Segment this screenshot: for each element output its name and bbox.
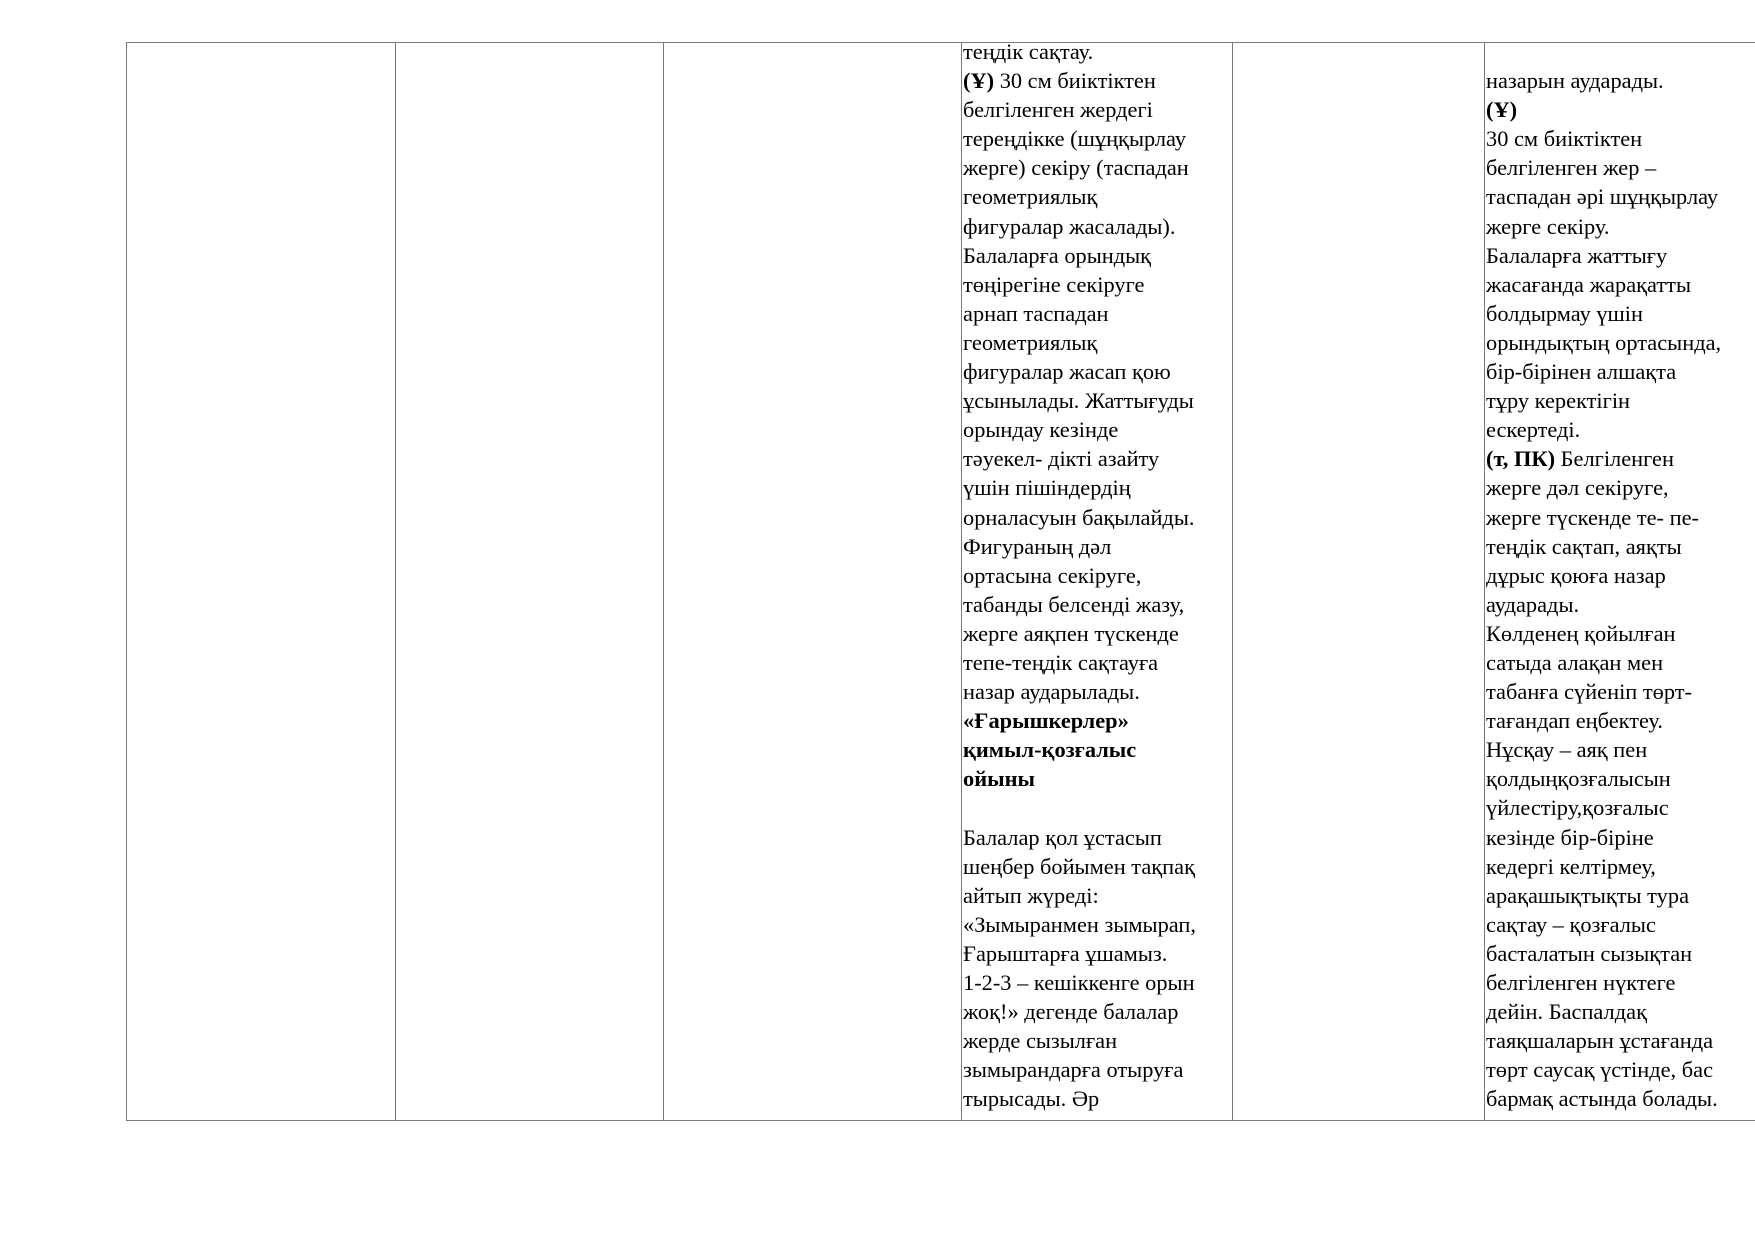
- column-divider-3: [961, 39, 1196, 1120]
- text-line: [963, 706, 1227, 735]
- plain-text: зымырандарға отыруға: [963, 1057, 1184, 1083]
- plain-text: ортасына секіруге,: [963, 562, 1142, 588]
- text-line: [1486, 648, 1755, 677]
- text-word: қозғалыс: [1582, 795, 1669, 821]
- text-line: [963, 823, 1227, 852]
- plain-text: жерге дәл секіруге,: [1486, 475, 1669, 501]
- text-line: [963, 1055, 1227, 1084]
- bold-text: «Ғарышкерлер»: [963, 708, 1129, 734]
- text-line: [1486, 881, 1755, 910]
- plain-text: белгіленген жер –: [1486, 155, 1657, 181]
- plain-text: Ғарыштарға ұшамыз.: [963, 940, 1168, 966]
- text-line: [963, 415, 1227, 444]
- plain-text: Фигураның дәл: [963, 533, 1112, 559]
- plain-text: назар аударылады.: [963, 679, 1140, 705]
- text-line: [963, 532, 1227, 561]
- plain-text: геометриялық: [963, 329, 1098, 355]
- plain-text: «Зымыранмен зымырап,: [963, 911, 1196, 937]
- text-line: [1486, 910, 1755, 939]
- text-line: [963, 182, 1227, 211]
- blank-line: [963, 793, 1227, 822]
- plain-text: ұсынылады. Жаттығуды: [963, 388, 1194, 414]
- plain-text: жерге секіру.: [1486, 213, 1610, 239]
- plain-text: жерде сызылған: [963, 1028, 1118, 1054]
- text-line: [963, 561, 1227, 590]
- plain-text: тағандап еңбектеу.: [1486, 708, 1663, 734]
- text-line: [963, 299, 1227, 328]
- text-line: [1486, 95, 1755, 124]
- plain-text: арақашықтықты тура: [1486, 882, 1690, 908]
- plain-text: тәуекел- дікті азайту: [963, 446, 1160, 472]
- text-line: [1486, 241, 1755, 270]
- plain-text: аударады.: [1486, 591, 1580, 617]
- text-line: [963, 444, 1227, 473]
- bold-text: ойыны: [963, 766, 1035, 792]
- text-word: үйлестіру,: [1486, 795, 1583, 821]
- text-line: [963, 328, 1227, 357]
- text-line: [963, 648, 1227, 677]
- text-line: [963, 590, 1227, 619]
- text-line: [1486, 328, 1755, 357]
- text-line: [1486, 968, 1755, 997]
- text-line: [1486, 503, 1755, 532]
- text-word: қолдың: [1486, 766, 1558, 792]
- plain-text: тереңдікке (шұңқырлау: [963, 126, 1187, 152]
- plain-text: Балалар қол ұстасып: [963, 824, 1162, 850]
- text-line: [1486, 124, 1755, 153]
- text-line: [963, 473, 1227, 502]
- plain-text: төңірегіне секіруге: [963, 271, 1145, 297]
- text-line: [1486, 619, 1755, 648]
- plain-text: шеңбер бойымен тақпақ: [963, 853, 1195, 879]
- text-line: [1486, 182, 1755, 211]
- text-line: [1486, 590, 1755, 619]
- bold-text: (Ұ): [1486, 97, 1518, 123]
- text-line: [1486, 444, 1755, 473]
- plain-text: арнап таспадан: [963, 300, 1109, 326]
- plain-text: жерге аяқпен түскенде: [963, 620, 1179, 646]
- text-line: [1486, 764, 1755, 793]
- text-line: [1486, 561, 1755, 590]
- text-line: [963, 241, 1227, 270]
- plain-text: теңдік сақтау.: [963, 39, 1094, 64]
- plain-text: жерге) секіру (таспадан: [963, 155, 1189, 181]
- text-line: [963, 881, 1227, 910]
- text-line: [1486, 386, 1755, 415]
- text-line: [963, 1026, 1227, 1055]
- text-line: [1486, 357, 1755, 386]
- text-word: қозғалысын: [1557, 766, 1671, 792]
- text-line: [1486, 997, 1755, 1026]
- text-line: [1486, 706, 1755, 735]
- text-line: [1486, 299, 1755, 328]
- plain-text: үшін пішіндердің: [963, 475, 1131, 501]
- plain-text: 30 см биіктіктен: [1486, 126, 1643, 152]
- column-6-text: [1486, 37, 1755, 1113]
- column-divider-4: [1232, 43, 1233, 1120]
- plain-text: фигуралар жасап қою: [963, 359, 1171, 385]
- text-line: [1486, 1084, 1755, 1113]
- plain-text: теңдік сақтап, аяқты: [1486, 533, 1682, 559]
- plain-text: 30 см биіктіктен: [994, 68, 1156, 94]
- plain-text: тырысады. Әр: [963, 1086, 1100, 1112]
- plain-text: орындау кезінде: [963, 417, 1119, 443]
- text-line: [1486, 939, 1755, 968]
- text-line: [963, 939, 1227, 968]
- plain-text: басталатын сызықтан: [1486, 940, 1693, 966]
- text-line: [1486, 270, 1755, 299]
- text-line: [963, 357, 1227, 386]
- plain-text: жоқ!» дегенде балалар: [963, 999, 1179, 1025]
- column-4-text: [963, 37, 1227, 1113]
- plain-text: назарын аударады.: [1486, 68, 1664, 94]
- text-line: [963, 153, 1227, 182]
- text-line: [963, 37, 1227, 66]
- plain-text: жасағанда жарақатты: [1486, 271, 1691, 297]
- plain-text: табанға сүйеніп төрт-: [1486, 679, 1692, 705]
- plain-text: 1-2-3 – кешіккенге орын: [963, 970, 1195, 995]
- text-line: [963, 212, 1227, 241]
- column-divider-2: [663, 43, 664, 1120]
- plain-text: дұрыс қоюға назар: [1486, 562, 1666, 588]
- text-line: [963, 735, 1227, 764]
- plain-text: таяқшаларын ұстағанда: [1486, 1028, 1714, 1054]
- plain-text: тепе-теңдік сақтауға: [963, 649, 1159, 675]
- plain-text: бір-бірінен алшақта: [1486, 359, 1677, 385]
- text-line: [963, 968, 1227, 997]
- plain-text: Көлденең қойылған: [1486, 620, 1676, 646]
- plain-text: айтып жүреді:: [963, 882, 1099, 908]
- text-line: [1486, 153, 1755, 182]
- plain-text: Нұсқау – аяқ пен: [1486, 737, 1648, 763]
- plain-text: таспадан әрі шұңқырлау: [1486, 184, 1719, 210]
- plain-text: сатыда алақан мен: [1486, 649, 1664, 675]
- text-line: [963, 764, 1227, 793]
- plain-text: дейін. Баспалдақ: [1486, 999, 1647, 1025]
- plain-text: жерге түскенде те- пе-: [1486, 504, 1699, 530]
- text-line: [963, 95, 1227, 124]
- text-line: [1486, 793, 1755, 822]
- plain-text: бармақ астында болады.: [1486, 1086, 1718, 1112]
- text-line: [963, 386, 1227, 415]
- plain-text: орындықтың ортасында,: [1486, 329, 1722, 355]
- text-line: [1486, 66, 1755, 95]
- text-line: [963, 270, 1227, 299]
- plain-text: төрт саусақ үстінде, бас: [1486, 1057, 1714, 1083]
- text-line: [1486, 852, 1755, 881]
- plain-text: кедергі келтірмеу,: [1486, 853, 1656, 879]
- text-line: [963, 1084, 1227, 1113]
- text-line: [963, 66, 1227, 95]
- bold-text: қимыл-қозғалыс: [963, 737, 1137, 763]
- plain-text: белгіленген жердегі: [963, 97, 1153, 123]
- text-line: [963, 124, 1227, 153]
- text-line: [963, 619, 1227, 648]
- text-line: [1486, 212, 1755, 241]
- text-line: [963, 852, 1227, 881]
- text-line: [1486, 415, 1755, 444]
- plain-text: Белгіленген: [1555, 446, 1674, 472]
- text-line: [1486, 473, 1755, 502]
- plain-text: фигуралар жасалады).: [963, 213, 1176, 239]
- text-line: [1486, 823, 1755, 852]
- text-line: [963, 997, 1227, 1026]
- plain-text: ескертеді.: [1486, 417, 1581, 443]
- bold-text: (Ұ): [963, 68, 995, 94]
- plain-text: сақтау – қозғалыс: [1486, 911, 1656, 937]
- plain-text: болдырмау үшін: [1486, 300, 1644, 326]
- plain-text: Балаларға орындық: [963, 242, 1152, 268]
- plain-text: геометриялық: [963, 184, 1098, 210]
- plain-text: тұру керектігін: [1486, 388, 1631, 414]
- column-divider-5: [1484, 43, 1722, 1120]
- text-line: [1486, 532, 1755, 561]
- lesson-plan-table: [126, 39, 1755, 1121]
- bold-text: (т, ПК): [1486, 446, 1556, 472]
- text-line: [963, 503, 1227, 532]
- text-line: [963, 677, 1227, 706]
- plain-text: табанды белсенді жазу,: [963, 591, 1185, 617]
- text-line: [963, 910, 1227, 939]
- text-line: [1486, 735, 1755, 764]
- column-divider-1: [395, 43, 396, 1120]
- text-line: [1486, 1055, 1755, 1084]
- text-line: [1486, 677, 1755, 706]
- text-line: [1486, 1026, 1755, 1055]
- plain-text: орналасуын бақылайды.: [963, 504, 1195, 530]
- blank-line: [1486, 37, 1755, 66]
- plain-text: белгіленген нүктеге: [1486, 970, 1676, 995]
- plain-text: кезінде бір-біріне: [1486, 824, 1654, 850]
- plain-text: Балаларға жаттығу: [1486, 242, 1668, 268]
